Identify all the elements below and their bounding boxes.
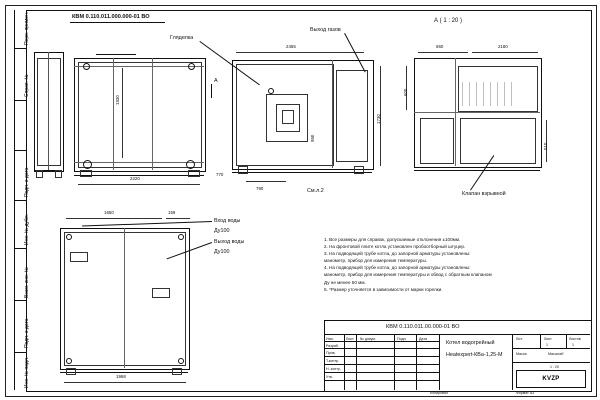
tb-row-utv: Утв. <box>326 375 333 379</box>
detail-view-divider-h <box>414 112 540 113</box>
title-block-col <box>439 334 440 390</box>
dim-detail-height-1: 600 <box>403 88 408 96</box>
note-item: 5. *Размер уточняется в зависимости от марки горелки. <box>324 286 443 292</box>
title-block-col <box>394 334 395 390</box>
section-label: См.л.2 <box>307 188 324 194</box>
side-view-left-inner <box>37 58 61 166</box>
detail-view-baseline <box>414 170 540 171</box>
callout-vyhod-vody: Выход воды <box>214 239 245 245</box>
front-view-nozzle-top <box>83 63 90 70</box>
callout-glyadelka: Гляделка <box>170 35 194 41</box>
tb-scale-value: 1 : 20 <box>550 365 559 369</box>
plan-support <box>66 368 76 375</box>
center-view-divider <box>332 60 333 168</box>
copied-label: Копировал <box>430 391 449 395</box>
front-view-top-rail <box>96 54 136 55</box>
tb-header-listov: Листов <box>569 337 581 341</box>
detail-lower-left <box>420 118 454 164</box>
dim-line-plan-bottom <box>64 382 186 383</box>
side-view-left-centerline <box>48 52 49 170</box>
tb-sheet-value: 1 <box>546 343 548 347</box>
front-view-inner-panel <box>78 62 202 168</box>
plan-corner-bolt <box>178 358 184 364</box>
burner-core <box>282 110 294 124</box>
plan-inlet-flange <box>70 252 88 262</box>
tb-row-tkontr: Т.контр. <box>326 359 340 363</box>
dim-side-height: 1730 <box>376 114 381 124</box>
gas-outlet-duct <box>336 70 368 162</box>
dim-side-port: 950 <box>310 134 315 142</box>
title-block-line <box>324 356 439 357</box>
plan-corner-bolt <box>66 234 72 240</box>
note-item: манометр, прибор для измерения температуры и обвод с обратным клапаном <box>324 272 492 278</box>
dim-line-detail-h2 <box>546 120 547 162</box>
title-block-line <box>324 334 590 335</box>
center-view-baseline <box>232 172 372 173</box>
margin-cell-line <box>14 300 26 301</box>
margin-cell-line <box>14 248 26 249</box>
title-block-col <box>344 334 345 390</box>
margin-label-1: Справ. № <box>24 74 30 97</box>
detail-view-label: А ( 1 : 20 ) <box>434 18 463 24</box>
dim-side-bottom: 770 <box>216 172 224 177</box>
dim-line-detail-1 <box>418 52 468 53</box>
note-item: манометр, прибор для измерения температуры. <box>324 258 428 264</box>
plan-support <box>172 368 182 375</box>
title-block-line <box>512 348 590 349</box>
tb-col-podp: Подп. <box>397 337 407 341</box>
sheet-designation: КВМ 0.110.011.000.000-01 ВО <box>72 14 150 20</box>
dim-plan-bottom: 1968 <box>116 374 126 379</box>
title-block-col <box>356 334 357 390</box>
note-item: Ду не менее 50 мм. <box>324 279 366 285</box>
dim-line-front-width <box>78 184 200 185</box>
callout-vyhod-gazov: Выход газов <box>310 27 341 33</box>
dim-line-detail-2 <box>472 52 538 53</box>
margin-label-6: Инв. № подл. <box>24 356 30 388</box>
callout-vhod-vody: Вход воды <box>214 218 241 224</box>
sight-glass-port <box>268 88 274 94</box>
plan-view-centerline <box>124 228 125 368</box>
center-view-support <box>354 166 364 174</box>
tb-col-izm: Изм. <box>326 337 334 341</box>
detail-lower-right <box>460 118 536 164</box>
front-view-nozzle <box>83 160 92 169</box>
company-logo <box>516 370 586 388</box>
company-logo-text: KVZP <box>542 376 560 382</box>
explosion-valve-grid <box>462 82 512 106</box>
tb-row-nkontr: Н. контр. <box>326 367 341 371</box>
dim-detail-width-2: 2180 <box>498 44 508 49</box>
margin-label-5: Подп. и дата <box>24 318 30 348</box>
note-item: 1. Все размеры для справок, допускаемые отклонения ±100мм. <box>324 237 461 242</box>
front-view-support <box>80 170 92 177</box>
side-view-left-foot <box>55 170 62 178</box>
dim-top-width: 2455 <box>286 44 296 49</box>
dim-plan-width: 1650 <box>104 210 114 215</box>
product-name-line1: Котел водогрейный <box>446 340 495 346</box>
product-name-line2: Heatexpert-КВа-1,25-М <box>446 352 503 358</box>
callout-vyhod-vody-du: Ду100 <box>214 249 230 255</box>
title-block-line <box>324 341 439 342</box>
plan-view-baseline <box>60 372 188 373</box>
margin-cell-line <box>14 100 26 101</box>
sheet-format: Формат A3 <box>516 391 535 395</box>
designation-underline <box>70 22 165 23</box>
dim-line-plan-small <box>166 218 190 219</box>
tb-col-list: Лист <box>346 337 354 341</box>
notes-block <box>324 236 492 293</box>
drawing-number: КВМ 0.110.011.00.000-01 ВО <box>386 324 460 330</box>
front-view-rib <box>152 58 153 170</box>
callout-vhod-vody-du: Ду100 <box>214 228 230 234</box>
side-view-left-foot <box>36 170 43 178</box>
plan-corner-bolt <box>66 358 72 364</box>
dim-front-height: 1930 <box>115 95 120 105</box>
tb-scale-label: Масштаб <box>548 352 564 356</box>
title-block-col <box>566 334 567 348</box>
note-item: 3. На подводящей трубе котла, до запорной арматуры установлены: <box>324 251 471 257</box>
dim-detail-height-2: 510 <box>543 142 548 150</box>
plan-outlet-flange <box>152 288 170 298</box>
title-block-line <box>324 364 439 365</box>
callout-klapan-vzryvnoy: Клапан взрывной <box>462 191 506 197</box>
front-view-support <box>188 170 200 177</box>
dim-line-side-small <box>246 181 286 182</box>
note-item: 4. На подводящей трубе котла, до запорной арматуры установлены: <box>324 265 471 271</box>
margin-label-0: Перв. примен. <box>24 11 30 45</box>
dim-detail-width-1: 660 <box>436 44 444 49</box>
margin-cell-line <box>14 48 26 49</box>
center-view-support <box>238 166 248 174</box>
view-arrow-a-label: А <box>214 78 218 84</box>
margin-label-2: Подп. и дата <box>24 167 30 197</box>
title-block-line <box>512 362 590 363</box>
dim-line-plan-width <box>66 218 162 219</box>
title-block-col <box>416 334 417 390</box>
tb-header-lit: Лит. <box>516 337 523 341</box>
margin-cell-line <box>14 352 26 353</box>
tb-header-list: Лист <box>544 337 552 341</box>
title-block-line <box>324 348 439 349</box>
dim-front-width: 2220 <box>130 176 140 181</box>
tb-col-data: Дата <box>419 337 427 341</box>
title-block-line <box>324 380 439 381</box>
dim-plan-small: 159 <box>168 210 176 215</box>
front-view-seam <box>74 66 204 67</box>
dim-side-small: 790 <box>256 186 264 191</box>
front-view-nozzle-top <box>188 63 195 70</box>
margin-cell-line <box>14 200 26 201</box>
plan-corner-bolt <box>178 234 184 240</box>
margin-cell-line <box>14 150 26 151</box>
tb-mass-label: Масса <box>516 352 527 356</box>
front-view-seam <box>74 162 204 163</box>
dim-line-top-width <box>236 52 364 53</box>
front-view-nozzle <box>186 160 195 169</box>
tb-sheets-value: 1 <box>572 343 574 347</box>
tb-col-dokum: № докум. <box>360 337 376 341</box>
dim-line-front-height <box>122 68 123 158</box>
margin-label-3: Инв. № дубл. <box>24 214 30 245</box>
tb-row-razrab: Разраб. <box>326 344 339 348</box>
title-block-col <box>540 334 541 348</box>
margin-label-4: Взам. инв. № <box>24 267 30 298</box>
title-block-line <box>324 372 439 373</box>
view-arrow-a-line <box>211 84 212 98</box>
note-item: 2. На фронтовой плите котла установлен пробоотборный штуцер. <box>324 244 466 250</box>
front-view-rib <box>113 58 114 170</box>
tb-row-prov: Пров. <box>326 351 336 355</box>
